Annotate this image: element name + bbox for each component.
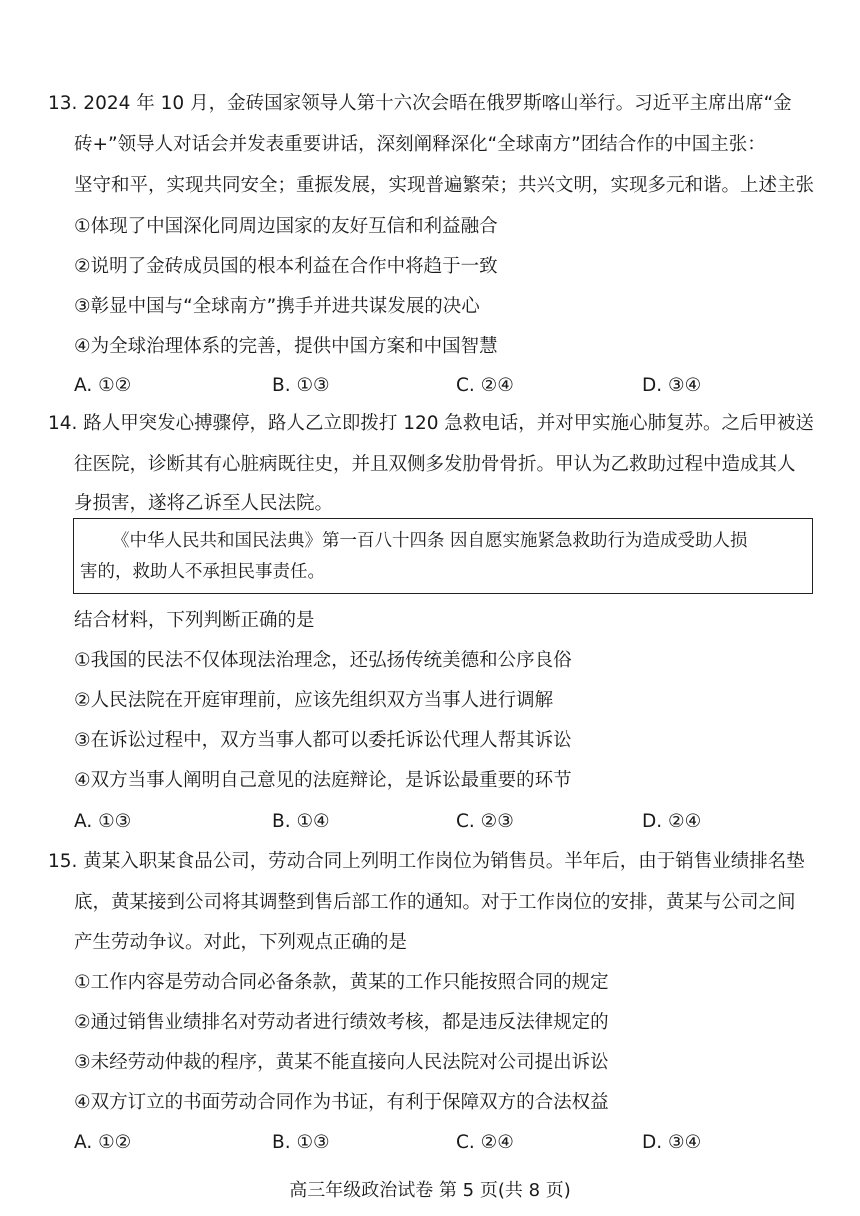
question-text-line: 底，黄某接到公司将其调整到售后部工作的通知。对于工作岗位的安排，黄某与公司之间: [74, 892, 796, 913]
question-text-line: 15. 黄某入职某食品公司，劳动合同上列明工作岗位为销售员。半年后，由于销售业绩排名垫: [48, 851, 805, 872]
statement: ④双方订立的书面劳动合同作为书证，有利于保障双方的合法权益: [74, 1092, 609, 1113]
option-b: B. ①④: [272, 811, 330, 832]
page-footer: 高三年级政治试卷 第 5 页(共 8 页): [289, 1180, 571, 1201]
question-text-line: 身损害，遂将乙诉至人民法院。: [74, 493, 334, 514]
option-a: A. ①②: [74, 375, 132, 396]
law-excerpt-box: [73, 518, 813, 594]
law-text-line: 害的，救助人不承担民事责任。: [80, 562, 325, 582]
statement: ③在诉讼过程中，双方当事人都可以委托诉讼代理人帮其诉讼: [74, 730, 572, 751]
option-b: B. ①③: [272, 375, 330, 396]
question-text-line: 往医院，诊断其有心脏病既往史，并且双侧多发肋骨骨折。甲认为乙救助过程中造成其人: [74, 454, 796, 475]
option-c: C. ②④: [456, 375, 514, 396]
option-c: C. ②③: [456, 811, 514, 832]
question-text-line: 砖+”领导人对话会并发表重要讲话，深刻阐释深化“全球南方”团结合作的中国主张：: [74, 134, 766, 155]
answer-options: [74, 809, 814, 835]
answer-options: [74, 1130, 814, 1156]
answer-options: [74, 373, 814, 399]
statement: ④为全球治理体系的完善，提供中国方案和中国智慧: [74, 336, 498, 357]
statement: ②通过销售业绩排名对劳动者进行绩效考核，都是违反法律规定的: [74, 1012, 609, 1033]
statement: ①工作内容是劳动合同必备条款，黄某的工作只能按照合同的规定: [74, 972, 609, 993]
question-text-line: 13. 2024 年 10 月，金砖国家领导人第十六次会晤在俄罗斯喀山举行。习近平主席出席“金: [48, 93, 792, 114]
question-text-line: 产生劳动争议。对此，下列观点正确的是: [74, 932, 408, 953]
option-c: C. ②④: [456, 1132, 514, 1153]
option-a: A. ①②: [74, 1132, 132, 1153]
option-d: D. ②④: [642, 811, 702, 832]
statement: ①体现了中国深化同周边国家的友好互信和利益融合: [74, 216, 498, 237]
law-text-line: 《中华人民共和国民法典》第一百八十四条 因自愿实施紧急救助行为造成受助人损: [112, 531, 748, 551]
option-d: D. ③④: [642, 1132, 702, 1153]
statement: ②说明了金砖成员国的根本利益在合作中将趋于一致: [74, 256, 498, 277]
statement: ③未经劳动仲裁的程序，黄某不能直接向人民法院对公司提出诉讼: [74, 1052, 609, 1073]
question-prompt: 结合材料，下列判断正确的是: [74, 610, 315, 631]
option-d: D. ③④: [642, 375, 702, 396]
statement: ②人民法院在开庭审理前，应该先组织双方当事人进行调解: [74, 690, 554, 711]
question-text-line: 坚守和平，实现共同安全；重振发展，实现普遍繁荣；共兴文明，实现多元和谐。上述主张: [74, 175, 815, 196]
statement: ③彰显中国与“全球南方”携手并进共谋发展的决心: [74, 296, 480, 317]
statement: ④双方当事人阐明自己意见的法庭辩论，是诉讼最重要的环节: [74, 770, 572, 791]
option-b: B. ①③: [272, 1132, 330, 1153]
statement: ①我国的民法不仅体现法治理念，还弘扬传统美德和公序良俗: [74, 650, 572, 671]
option-a: A. ①③: [74, 811, 132, 832]
question-text-line: 14. 路人甲突发心搏骤停，路人乙立即拨打 120 急救电话，并对甲实施心肺复苏。之后甲被送: [48, 413, 814, 434]
